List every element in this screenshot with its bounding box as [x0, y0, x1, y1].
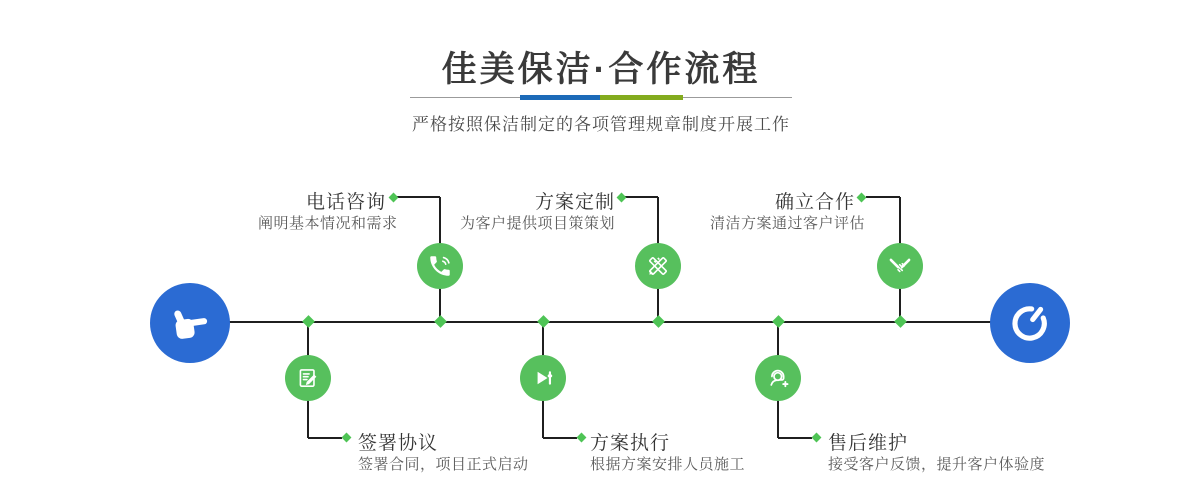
pencil-ruler-icon — [645, 253, 671, 279]
label-node-diamond — [389, 193, 399, 203]
step-desc: 清洁方案通过客户评估 — [710, 215, 866, 232]
step-title: 确立合作 — [774, 192, 855, 213]
pointing-hand-icon — [168, 301, 212, 345]
step-icon-circle — [285, 355, 331, 401]
step-title: 方案执行 — [590, 433, 671, 454]
page-title: 佳美保洁·合作流程 — [441, 50, 761, 89]
handshake-icon — [887, 253, 913, 279]
play-slider-icon — [530, 365, 556, 391]
connector-line — [624, 196, 658, 198]
label-node-diamond — [812, 433, 822, 443]
step-desc: 根据方案安排人员施工 — [590, 456, 746, 473]
step-title: 方案定制 — [534, 192, 615, 213]
end-node — [990, 283, 1070, 363]
step-desc: 为客户提供项目策策划 — [460, 215, 616, 232]
connector-line — [397, 196, 440, 198]
timeline-node-diamond — [302, 315, 315, 328]
timeline — [228, 321, 992, 323]
power-icon — [1008, 301, 1052, 345]
step-desc: 接受客户反馈，提升客户体验度 — [828, 456, 1046, 473]
page-subtitle: 严格按照保洁制定的各项管理规章制度开展工作 — [412, 115, 790, 134]
step-title: 电话咨询 — [305, 192, 386, 213]
phone-icon — [427, 253, 453, 279]
timeline-node-diamond — [772, 315, 785, 328]
label-node-diamond — [342, 433, 352, 443]
timeline-node-diamond — [434, 315, 447, 328]
divider-green-segment — [600, 95, 683, 100]
contract-pen-icon — [295, 365, 321, 391]
step-icon-circle — [635, 243, 681, 289]
step-desc: 阐明基本情况和需求 — [258, 215, 398, 232]
step-icon-circle — [520, 355, 566, 401]
step-icon-circle — [877, 243, 923, 289]
label-node-diamond — [857, 193, 867, 203]
label-node-diamond — [577, 433, 587, 443]
connector-line — [308, 437, 342, 439]
divider-blue-segment — [520, 95, 600, 100]
timeline-node-diamond — [652, 315, 665, 328]
title-divider — [410, 95, 792, 100]
timeline-node-diamond — [537, 315, 550, 328]
connector-line — [866, 196, 900, 198]
step-icon-circle — [755, 355, 801, 401]
step-title: 签署协议 — [358, 433, 439, 454]
connector-line — [543, 437, 577, 439]
start-node — [150, 283, 230, 363]
label-node-diamond — [617, 193, 627, 203]
headset-support-icon — [765, 365, 791, 391]
step-desc: 签署合同，项目正式启动 — [358, 456, 529, 473]
connector-line — [778, 437, 812, 439]
step-title: 售后维护 — [828, 433, 909, 454]
timeline-node-diamond — [894, 315, 907, 328]
step-icon-circle — [417, 243, 463, 289]
